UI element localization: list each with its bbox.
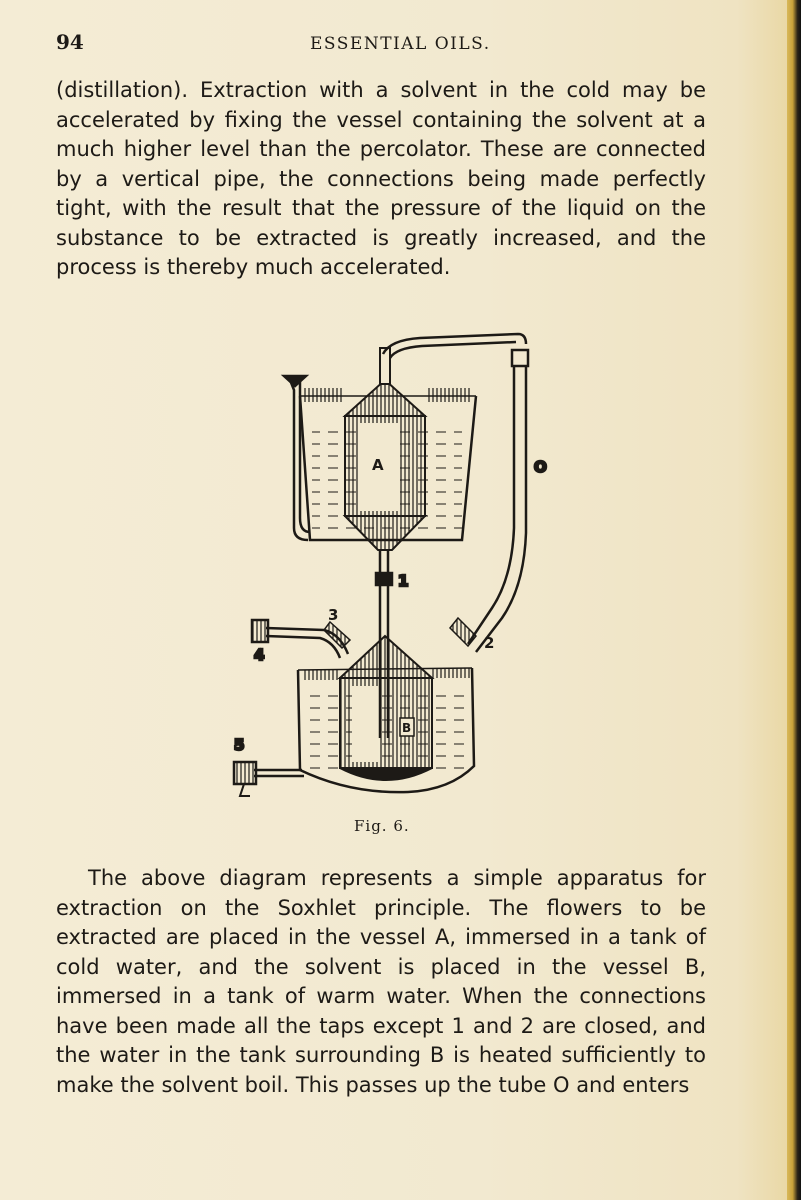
running-title: ESSENTIAL OILS. [310, 34, 491, 54]
tap-2 [450, 618, 494, 652]
top-connecting-pipe [383, 334, 528, 366]
page-number: 94 [56, 30, 84, 54]
vessel-b-label: B [402, 721, 412, 735]
paragraph-bottom: The above diagram represents a simple apparatus for extraction on the Soxhlet principle. The flowers to be extracted are placed in the vessel A, immersed in a tank of cold water, and the solvent is placed in the vessel B, immersed in a tank of warm water. When the connections have been made all the taps except 1 and 2 are closed, and the water in the tank surrounding B is heated sufficiently to make the solvent boil. This passes up the tube O and enters [56, 866, 706, 1097]
tap-1-label: 1 [398, 572, 409, 590]
vessel-b [340, 636, 432, 780]
tube-o [468, 366, 547, 652]
tap-3-label: 3 [328, 606, 339, 624]
tap-5-label: 5 [234, 736, 245, 754]
lower-rim-left [304, 670, 340, 680]
vessel-a-label: A [372, 456, 384, 474]
figure-caption: Fig. 6. [354, 817, 410, 835]
tank-rim-left [304, 388, 344, 402]
paragraph-top: (distillation). Extraction with a solvent in the cold may be accelerated by fixing the vessel containing the solvent at a much higher level than the percolator. These are connected by a vertical pipe, the connections being made perfectly tight, with the result that the pressure of the liquid on the substance to be extracted is greatly increased, and the process is thereby much accelerated. [56, 78, 706, 279]
lower-rim-right [432, 668, 470, 678]
page-edge [787, 0, 801, 1200]
tube-o-label: O [534, 458, 547, 476]
apparatus-diagram [200, 318, 560, 803]
tap-4-label: 4 [254, 646, 265, 664]
tap-5 [234, 736, 304, 796]
tank-rim-right [426, 388, 470, 402]
vessel-a [345, 348, 425, 550]
tap-2-label: 2 [484, 634, 495, 652]
